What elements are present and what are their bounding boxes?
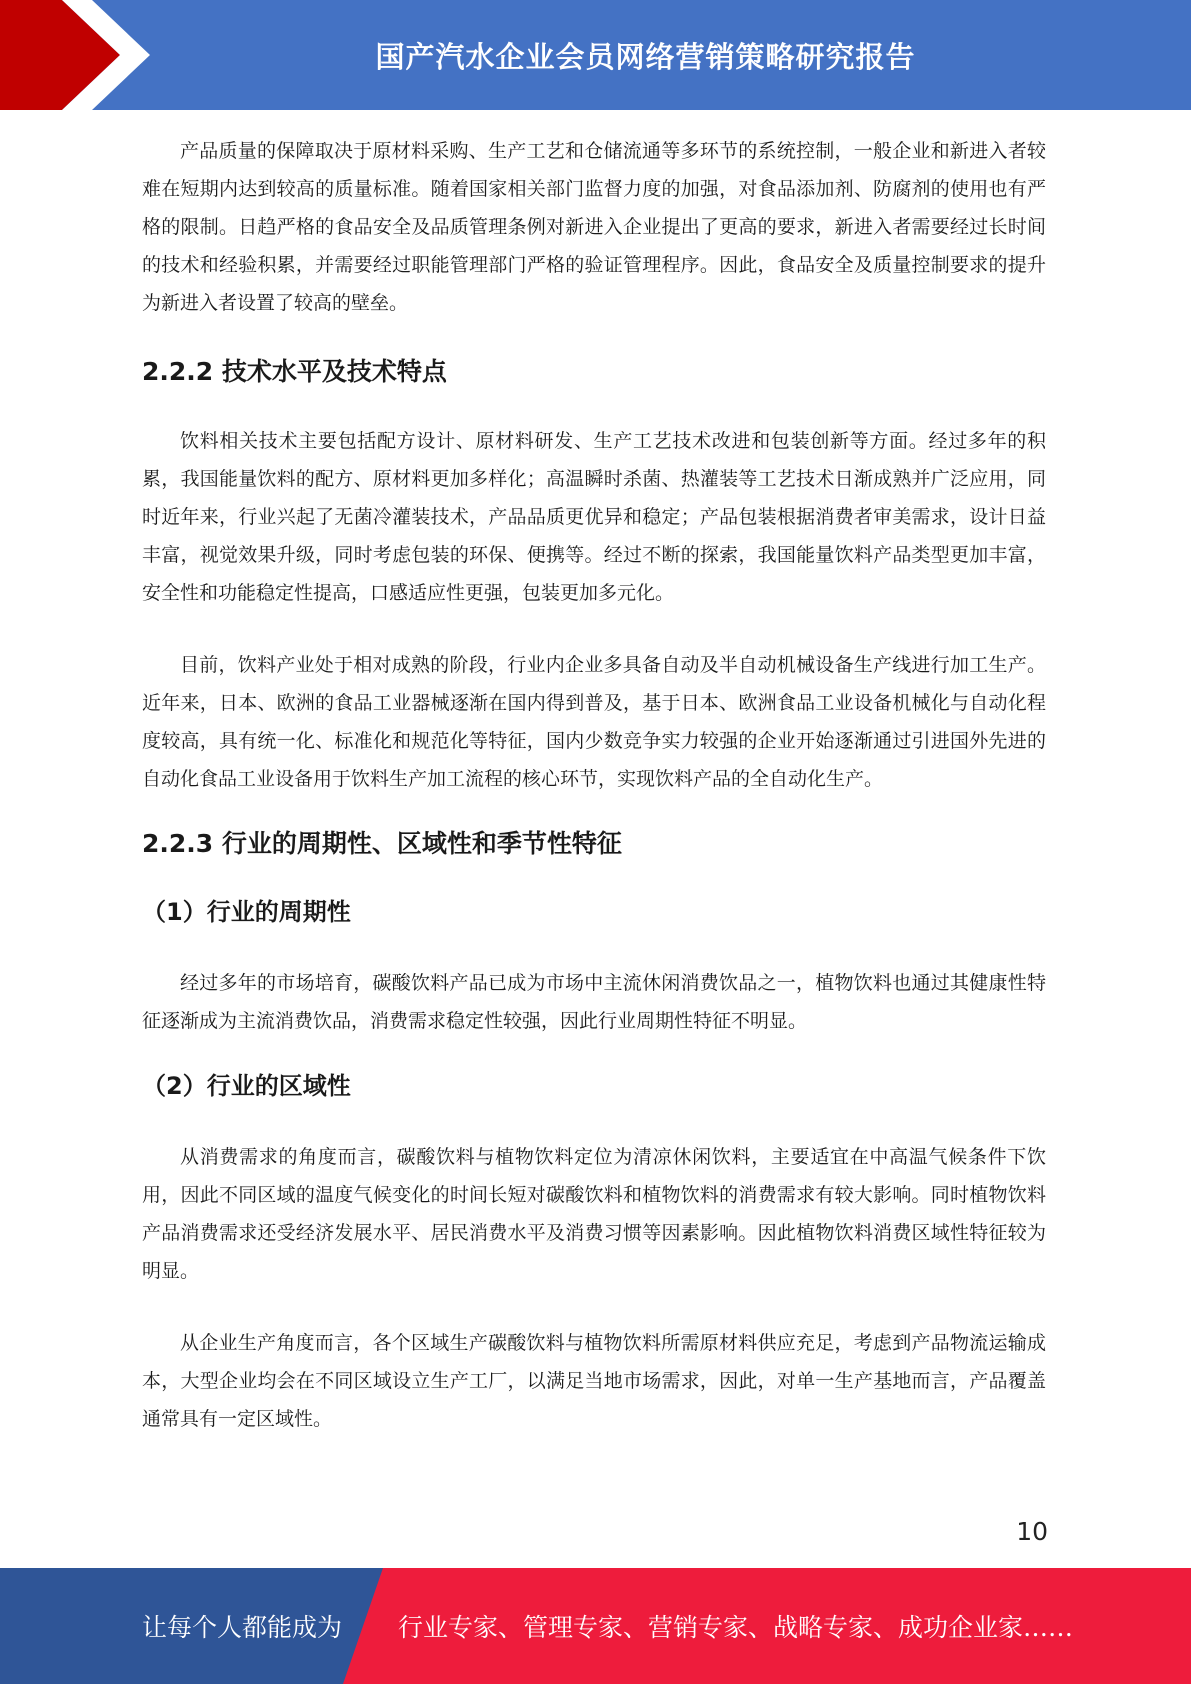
page-number: 10 [1016, 1517, 1048, 1546]
section-heading-2-2-3: 2.2.3 行业的周期性、区域性和季节性特征 [142, 829, 622, 858]
page-footer [0, 1568, 1191, 1684]
report-title: 国产汽水企业会员网络营销策略研究报告 [375, 39, 916, 74]
paragraph-technology: 饮料相关技术主要包括配方设计、原材料研发、生产工艺技术改进和包装创新等方面。经过多年的积累，我国能量饮料的配方、原材料更加多样化；高温瞬时杀菌、热灌装等工艺技术日渐成熟并广泛应用，同时近年来，行业兴起了无菌冷灌装技术，产品品质更优异和稳定；产品包装根据消费者审美需求，设计日益丰富，视觉效果升级，同时考虑包装的环保、便携等。经过不断的探索，我国能量饮料产品类型更加丰富，安全性和功能稳定性提高，口感适应性更强，包装更加多元化。 [142, 430, 1046, 604]
footer-slogan-left: 让每个人都能成为 [142, 1613, 343, 1642]
paragraph-quality-barrier: 产品质量的保障取决于原材料采购、生产工艺和仓储流通等多环节的系统控制，一般企业和新进入者较难在短期内达到较高的质量标准。随着国家相关部门监督力度的加强，对食品添加剂、防腐剂的使用也有严格的限制。日趋严格的食品安全及品质管理条例对新进入企业提出了更高的要求，新进入者需要经过长时间的技术和经验积累，并需要经过职能管理部门严格的验证管理程序。因此，食品安全及质量控制要求的提升为新进入者设置了较高的壁垒。 [142, 140, 1046, 314]
page-content [142, 132, 1046, 1438]
paragraph-regional-demand: 从消费需求的角度而言，碳酸饮料与植物饮料定位为清凉休闲饮料，主要适宜在中高温气候条件下饮用，因此不同区域的温度气候变化的时间长短对碳酸饮料和植物饮料的消费需求有较大影响。同时植物饮料产品消费需求还受经济发展水平、居民消费水平及消费习惯等因素影响。因此植物饮料消费区域性特征较为明显。 [142, 1146, 1046, 1282]
subheading-regionality: （2）行业的区域性 [142, 1072, 351, 1100]
paragraph-automation: 目前，饮料产业处于相对成熟的阶段，行业内企业多具备自动及半自动机械设备生产线进行加工生产。近年来，日本、欧洲的食品工业器械逐渐在国内得到普及，基于日本、欧洲食品工业设备机械化与自动化程度较高，具有统一化、标准化和规范化等特征，国内少数竞争实力较强的企业开始逐渐通过引进国外先进的自动化食品工业设备用于饮料生产加工流程的核心环节，实现饮料产品的全自动化生产。 [142, 654, 1046, 790]
section-heading-2-2-2: 2.2.2 技术水平及技术特点 [142, 357, 447, 386]
paragraph-regional-production: 从企业生产角度而言，各个区域生产碳酸饮料与植物饮料所需原材料供应充足，考虑到产品物流运输成本，大型企业均会在不同区域设立生产工厂，以满足当地市场需求，因此，对单一生产基地而言，产品覆盖通常具有一定区域性。 [142, 1332, 1046, 1430]
footer-slogan-right: 行业专家、管理专家、营销专家、战略专家、成功企业家…… [398, 1613, 1074, 1642]
paragraph-cyclicality: 经过多年的市场培育，碳酸饮料产品已成为市场中主流休闲消费饮品之一，植物饮料也通过其健康性特征逐渐成为主流消费饮品，消费需求稳定性较强，因此行业周期性特征不明显。 [142, 972, 1046, 1032]
subheading-cyclicality: （1）行业的周期性 [142, 898, 351, 926]
page-header [0, 0, 1191, 110]
